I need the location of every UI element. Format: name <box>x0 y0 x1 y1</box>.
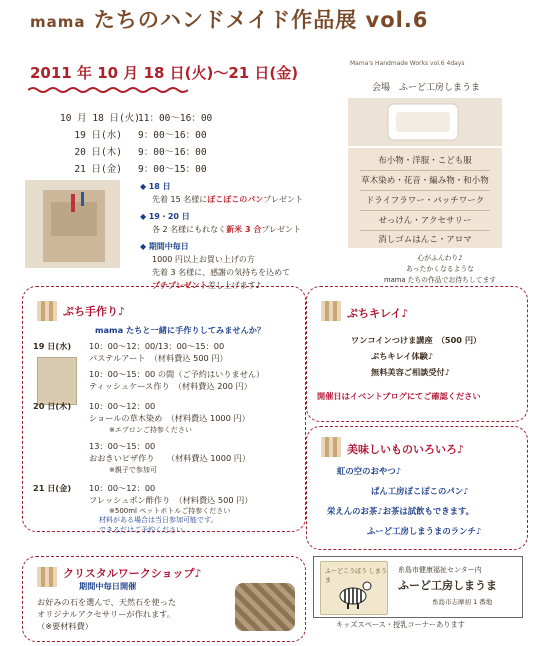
fabric-chip-icon <box>37 567 57 587</box>
food-section <box>306 426 528 550</box>
categories-panel <box>348 148 502 248</box>
kirei-title: ぷちキレイ♪ <box>347 307 409 320</box>
diamond-icon: ◆ <box>140 242 147 251</box>
event-text: プチプレゼント差し上げます♪ <box>152 281 261 290</box>
day-label: 21 日(金) <box>33 483 72 493</box>
schedule-time: 9：00〜15：00 <box>138 164 207 175</box>
workshop-title: ぷち手作り♪ <box>63 305 126 318</box>
divider <box>360 230 490 231</box>
schedule-time: 11：00〜16：00 <box>138 113 213 124</box>
apron-photo <box>25 180 120 268</box>
workshop-time: 10：00〜12：00 <box>89 401 156 411</box>
contact-name: ふーど工房しまうま <box>398 579 497 592</box>
workshop-name: おおきいピザ作り （材料費込 1000 円） <box>89 453 251 463</box>
workshop-time: 10：00〜15：00 の間（ご予約はいりません） <box>89 369 265 379</box>
event-heading: 18 日 <box>148 182 171 191</box>
food-item: ふーど工房しまうまのランチ♪ <box>367 526 482 536</box>
crystal-text: 期間中毎日開催 <box>79 581 137 591</box>
workshop-note: ※エプロンご持参ください <box>109 426 192 434</box>
event-item <box>140 210 303 223</box>
venue-label: 会場 ふーど工房しまうま <box>372 83 481 93</box>
fabric-chip-icon <box>321 437 341 457</box>
event-text: 各 2 名様にもれなく新米 3 合プレゼント <box>152 225 302 234</box>
food-title: 美味しいものいろいろ♪ <box>347 443 465 456</box>
fabric-chip-icon <box>321 301 341 321</box>
category-item: せっけん・アクセサリー <box>378 216 472 226</box>
event-heading: 期間中毎日 <box>148 242 189 251</box>
crystal-text: オリジナルアクセサリーが作れます。 <box>37 609 175 619</box>
date-range: 2011 年 10 月 18 日(火)〜21 日(金) <box>30 64 299 82</box>
workshop-time: 13：00〜15：00 <box>89 441 156 451</box>
schedule-time: 9：00〜16：00 <box>138 130 207 141</box>
shop-logo <box>320 561 388 615</box>
divider <box>360 170 490 171</box>
diamond-icon: ◆ <box>140 212 147 221</box>
kirei-section <box>306 286 528 422</box>
tag-photo <box>348 98 502 146</box>
workshop-note: ※親子で参加可 <box>109 466 157 474</box>
contact-org: 糸島市健康福祉センター内 <box>398 566 482 574</box>
category-item: 消しゴムはんこ・アロマ <box>378 235 472 245</box>
category-item: ドライフラワー・パッチワーク <box>365 196 485 206</box>
schedule-day: 20 日(木) <box>74 147 122 158</box>
schedule-row <box>60 144 212 161</box>
category-item: 布小物・洋服・こども服 <box>378 156 472 166</box>
workshop-name: ショールの草木染め （材料費込 1000 円） <box>89 413 250 423</box>
events-list <box>140 180 303 292</box>
schedule-row <box>60 161 212 178</box>
workshop-time: 10：00〜12：00 <box>89 483 156 493</box>
event-text: 1000 円以上お買い上げの方 <box>152 255 255 264</box>
schedule-day: 21 日(金) <box>74 164 122 175</box>
workshop-name: パステルアート （材料費込 500 円） <box>89 353 228 363</box>
event-text: 先着 15 名様にぽこぽこのパンプレゼント <box>152 195 303 204</box>
kirei-note: 開催日はイベントブログにてご確認ください <box>317 391 481 401</box>
workshop-time: 10：00〜12：00/13：00〜15：00 <box>89 341 225 351</box>
crystal-photo <box>235 583 295 631</box>
schedule-row <box>60 110 212 127</box>
day-label: 19 日(水) <box>33 341 72 351</box>
contact-box <box>313 556 523 618</box>
logo-text: ふーどこうぼう しまうま <box>325 568 387 584</box>
wavy-divider <box>28 86 188 94</box>
crystal-text: お好みの石を選んで、天然石を使った <box>37 597 177 607</box>
zebra-icon <box>333 578 373 610</box>
title-prefix: mama <box>30 13 86 31</box>
food-item: ぱん工房ぽこぽこのパン♪ <box>371 486 469 496</box>
schedule-row <box>60 127 212 144</box>
fabric-chip-icon <box>37 301 57 321</box>
pastel-art-photo <box>37 357 77 405</box>
diamond-icon: ◆ <box>140 182 147 191</box>
contact-address: 糸島市志摩初 1 番地 <box>432 598 493 606</box>
kirei-item: ワンコインつけま講座 （500 円） <box>351 335 482 345</box>
workshop-footer: できるだけご予約ください。 <box>99 526 190 534</box>
day-label: 20 日(木) <box>33 401 72 411</box>
welcome-note: 心がふんわり♪ あったかくなるような mama たちの作品でお待ちしてます <box>383 254 497 284</box>
divider <box>360 190 490 191</box>
event-item <box>140 180 303 193</box>
crystal-section <box>22 556 306 642</box>
food-item: 虹の空のおやつ♪ <box>337 466 401 476</box>
category-item: 草木染め・花音・編み物・和小物 <box>361 176 489 186</box>
workshop-footer: 材料がある場合は当日参加可能です。 <box>99 516 218 524</box>
kids-space-note: キッズスペース・授乳コーナーあります <box>336 620 465 629</box>
workshop-note: ※500ml ペットボトルご持参ください <box>109 507 231 515</box>
schedule-day: 19 日(水) <box>74 130 122 141</box>
subtitle-english: Mama's Handmade Works vol.6 4days <box>350 60 465 67</box>
event-text: 先着 3 名様に、感謝の気持ちを込めて <box>152 268 291 277</box>
schedule-list <box>60 110 212 178</box>
workshop-name: ティッシュケース作り （材料費込 200 円） <box>89 381 252 391</box>
schedule-time: 9：00〜16：00 <box>138 147 207 158</box>
crystal-title: クリスタルワークショップ♪ <box>63 567 202 580</box>
crystal-text: （※要材料費） <box>37 621 93 631</box>
event-heading: 19・20 日 <box>148 212 190 221</box>
title-main: たちのハンドメイド作品展 vol.6 <box>93 8 429 32</box>
kirei-item: ぷちキレイ体験♪ <box>371 351 434 361</box>
workshop-intro: mama たちと一緒に手作りしてみませんか？ <box>95 325 266 335</box>
workshop-name: フレッシュポン酢作り （材料費込 500 円） <box>89 495 253 505</box>
divider <box>360 210 490 211</box>
food-item: 栄えんのお茶♪お茶は試飲もできます。 <box>327 506 475 516</box>
kirei-item: 無料美容ご相談受付♪ <box>371 367 450 377</box>
page-title <box>30 4 530 40</box>
event-item <box>140 240 303 253</box>
workshop-section <box>22 286 306 532</box>
schedule-day: 10 月 18 日(火) <box>60 113 140 124</box>
